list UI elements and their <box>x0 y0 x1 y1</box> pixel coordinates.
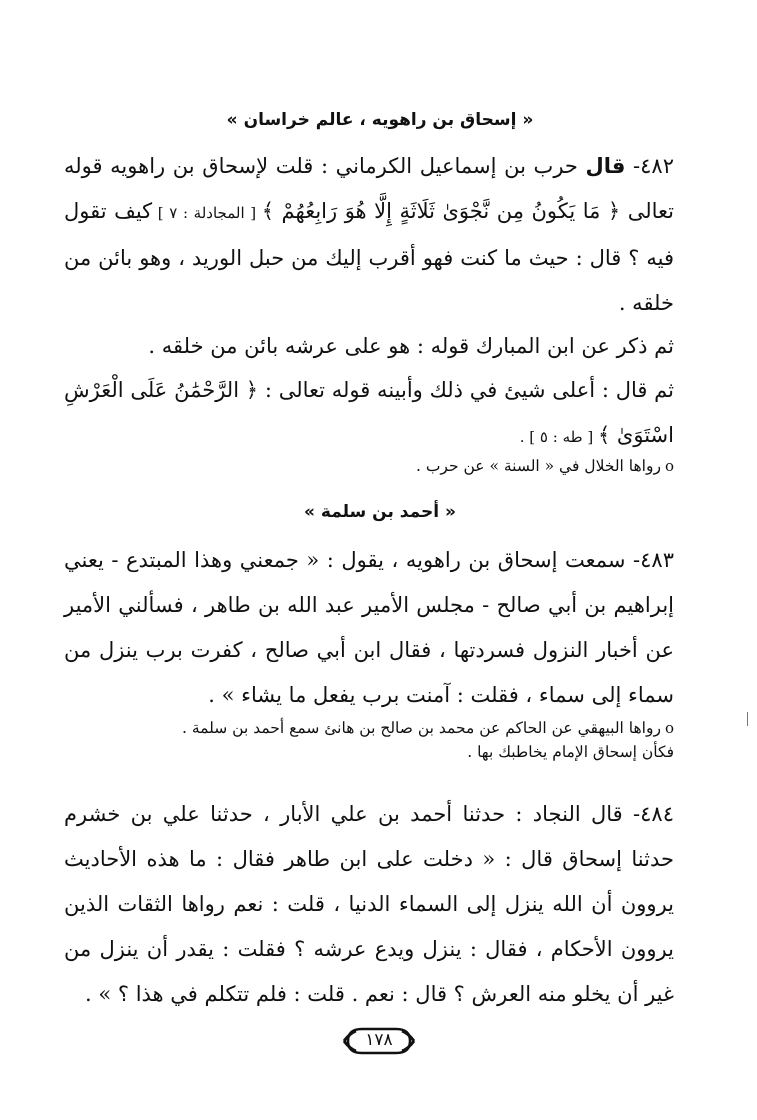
paragraph-text: سمعت إسحاق بن راهويه ، يقول : « جمعني وهذا المبتدع - يعني إبراهيم بن أبي صالح - مجلس الأمير عبد الله بن طاهر ، فسألني الأمير عن أخبار النزول فسردتها ، فقال ابن أبي صالح ، كفرت برب ينزل من سماء إلى سماء ، فقلت : آمنت برب يفعل ما يشاء » . <box>64 548 674 707</box>
circle-marker-icon: o <box>664 457 674 475</box>
footnote-line: فكأن إسحاق الإمام يخاطبك بها . <box>467 743 674 761</box>
paragraph-number: ٤٨٢- <box>633 154 674 178</box>
paragraph-text: ثم قال : أعلى شيئ في ذلك وأبينه قوله تعالى : <box>258 378 674 402</box>
paragraph-484 <box>64 792 674 1017</box>
footnote-text: رواها الخلال في « السنة » عن حرب . <box>415 457 661 475</box>
page-number-ornament <box>342 1026 416 1056</box>
paragraph-text: كيف تقول فيه ؟ قال : حيث ما كنت فهو أقرب إليك من حبل الوريد ، وهو بائن من خلقه . <box>64 199 674 315</box>
verse-reference: [ طه : ٥ ] . <box>519 428 598 446</box>
section-heading-ahmad: « أحمد بن سلمة » <box>304 502 456 522</box>
quran-verse: ﴿ الرَّحْمَٰنُ عَلَى الْعَرْشِ اسْتَوَىٰ ﴾ <box>64 378 674 447</box>
paragraph-482 <box>64 144 674 326</box>
paragraph-482-line3 <box>64 368 674 460</box>
keyword-qal: قال <box>585 154 626 178</box>
paragraph-number: ٤٨٤- <box>633 802 674 826</box>
footnote-482 <box>64 454 674 478</box>
page-number: ١٧٨ <box>365 1030 393 1050</box>
paragraph-number: ٤٨٣- <box>633 548 674 572</box>
footnote-483 <box>64 716 674 764</box>
paragraph-text: قال النجاد : حدثنا أحمد بن علي الأبار ، حدثنا علي بن خشرم حدثنا إسحاق قال : « دخلت على ابن طاهر فقال : ما هذه الأحاديث يروون أن الله ينزل إلى السماء الدنيا ، قلت : نعم رواها الثقات الذين يروون الأحكام ، فقال : ينزل ويدع عرشه ؟ فقلت : يقدر أن ينزل من غير أن يخلو منه العرش ؟ قال : نعم . قلت : فلم تتكلم في هذا ؟ » . <box>64 802 674 1006</box>
quran-verse: ﴿ مَا يَكُونُ مِن نَّجْوَىٰ ثَلَاثَةٍ إِلَّا هُوَ رَابِعُهُمْ ﴾ <box>261 199 621 223</box>
section-heading-ishaq: « إسحاق بن راهويه ، عالم خراسان » <box>226 110 534 130</box>
verse-reference: [ المجادلة : ٧ ] <box>152 204 262 222</box>
paragraph-483 <box>64 538 674 718</box>
paragraph-text: حرب بن إسماعيل الكرماني : قلت لإسحاق بن راهويه قوله تعالى <box>64 154 675 223</box>
circle-marker-icon: o <box>664 719 674 737</box>
paragraph-482-line2: ثم ذكر عن ابن المبارك قوله : هو على عرشه بائن من خلقه . <box>148 334 674 358</box>
footnote-text: رواها البيهقي عن الحاكم عن محمد بن صالح بن هانئ سمع أحمد بن سلمة . <box>181 719 661 737</box>
footnote-line <box>64 716 674 740</box>
margin-mark <box>747 712 748 726</box>
